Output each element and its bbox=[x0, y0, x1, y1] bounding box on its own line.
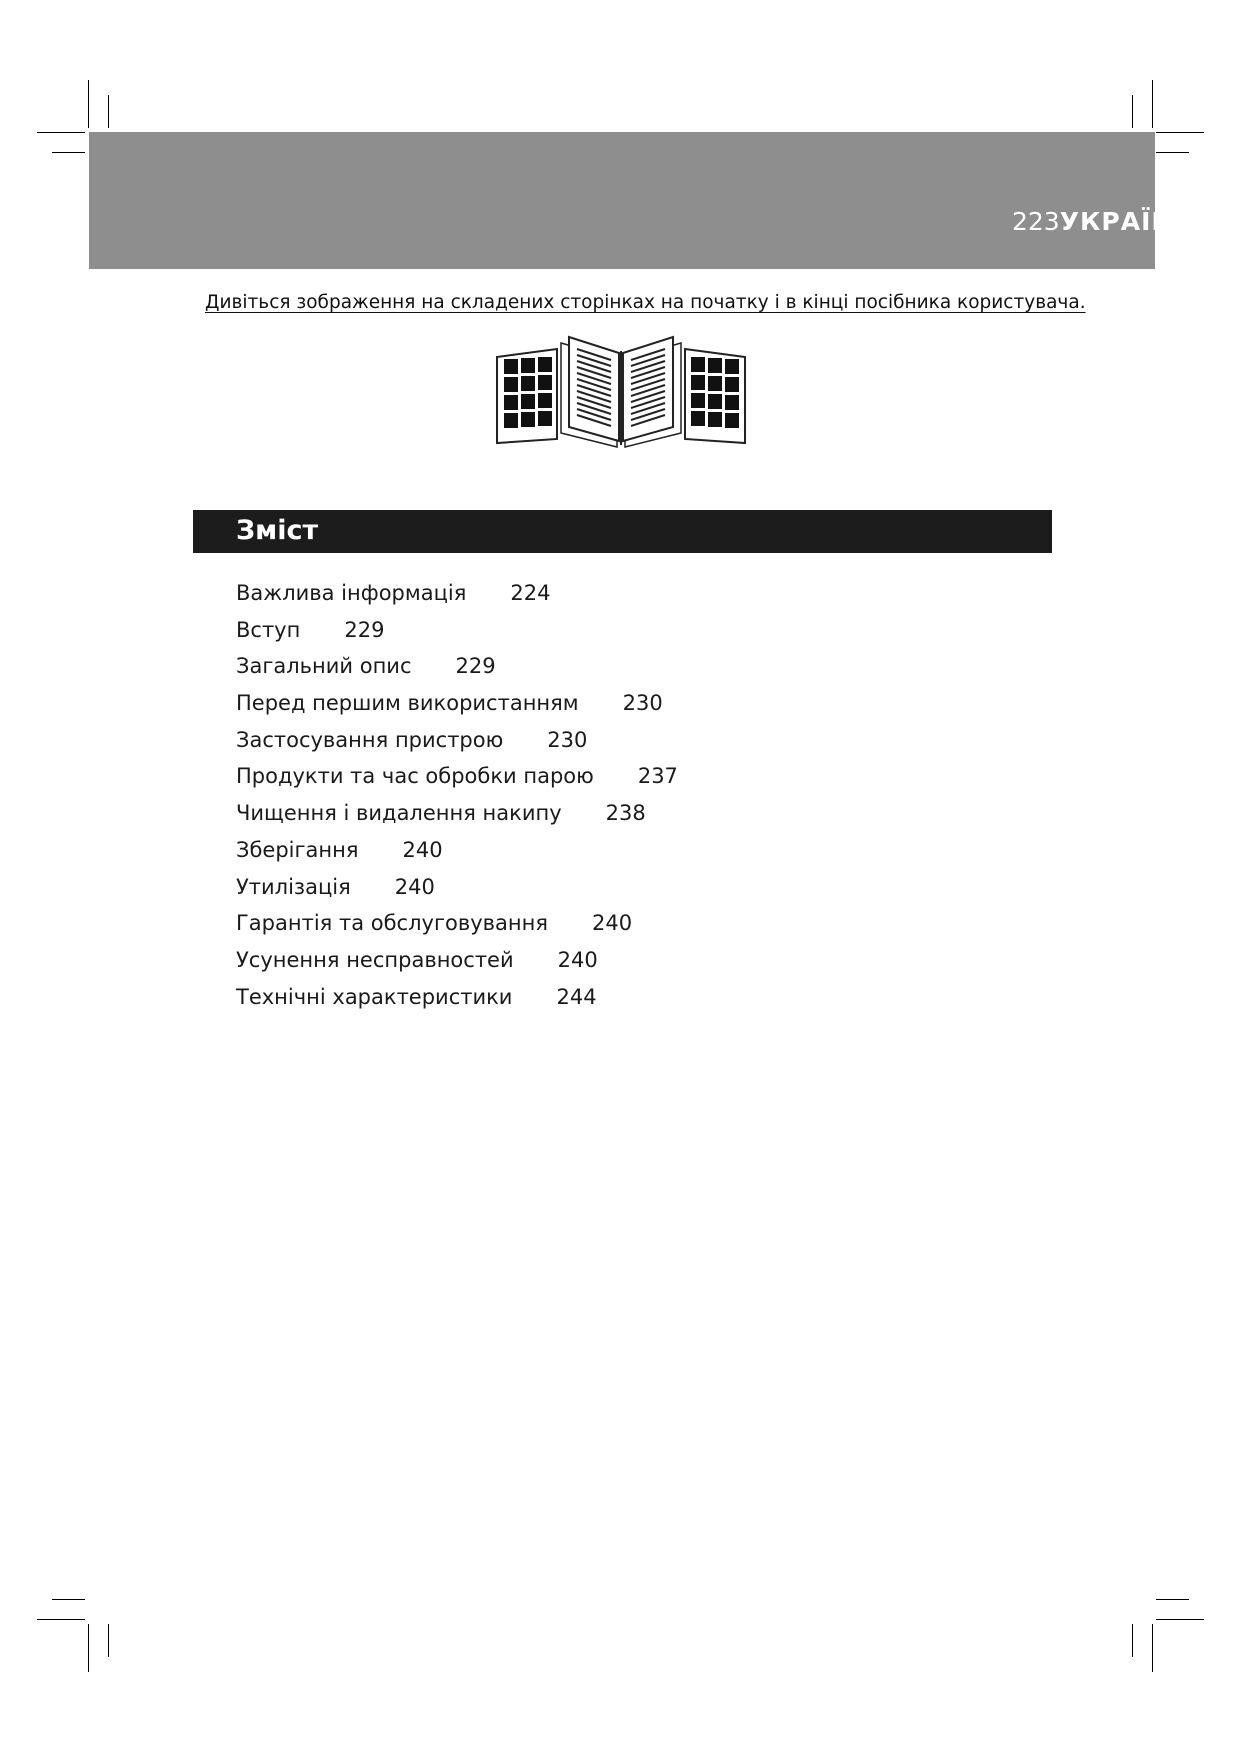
language-label: УКРАЇНСЬКА bbox=[1059, 207, 1255, 236]
toc-entry-page: 240 bbox=[557, 947, 598, 972]
toc-entry-title: Утилізація bbox=[236, 874, 351, 899]
toc-heading: Зміст bbox=[236, 515, 319, 546]
toc-entry-title: Гарантія та обслуговування bbox=[236, 911, 548, 936]
crop-mark bbox=[88, 80, 89, 128]
crop-mark bbox=[52, 152, 85, 153]
toc-list bbox=[236, 575, 678, 1015]
crop-mark bbox=[88, 1624, 89, 1672]
toc-entry-page: 229 bbox=[344, 617, 385, 642]
toc-entry-page: 224 bbox=[510, 581, 551, 605]
crop-mark bbox=[1156, 152, 1189, 153]
page-header-label bbox=[1012, 207, 1255, 237]
folded-pages-icon bbox=[495, 335, 747, 449]
toc-entry[interactable] bbox=[236, 758, 678, 795]
toc-entry[interactable] bbox=[236, 722, 678, 759]
crop-mark bbox=[1156, 132, 1204, 133]
crop-mark bbox=[108, 95, 109, 128]
folded-pages-illustration bbox=[495, 335, 747, 449]
toc-entry-page: 238 bbox=[605, 801, 646, 826]
toc-entry-page: 240 bbox=[591, 911, 633, 936]
foldout-note: Дивіться зображення на складених сторінках на початку і в кінці посібника користувача. bbox=[205, 292, 1086, 313]
crop-mark bbox=[1132, 1624, 1133, 1657]
toc-entry[interactable] bbox=[236, 832, 678, 869]
toc-entry-page: 244 bbox=[556, 984, 597, 1009]
toc-entry[interactable] bbox=[236, 648, 678, 685]
toc-entry-page: 240 bbox=[402, 837, 443, 862]
toc-entry-title: Усунення несправностей bbox=[236, 947, 514, 972]
crop-mark bbox=[1152, 1624, 1153, 1672]
crop-mark bbox=[1156, 1599, 1189, 1600]
page-number: 223 bbox=[1012, 207, 1060, 236]
toc-entry-page: 240 bbox=[394, 874, 435, 899]
crop-mark bbox=[37, 1619, 85, 1620]
toc-entry-title: Загальний опис bbox=[236, 654, 412, 679]
toc-entry[interactable] bbox=[236, 979, 678, 1016]
toc-entry[interactable] bbox=[236, 905, 678, 942]
header-band bbox=[89, 132, 1255, 269]
crop-mark bbox=[1132, 95, 1133, 128]
toc-entry[interactable] bbox=[236, 685, 678, 722]
toc-entry-page: 229 bbox=[455, 654, 496, 679]
crop-mark bbox=[37, 132, 85, 133]
crop-mark bbox=[1156, 1619, 1204, 1620]
toc-entry-title: Зберігання bbox=[236, 837, 359, 862]
toc-entry-title: Вступ bbox=[236, 617, 301, 642]
toc-entry-title: Важлива інформація bbox=[236, 581, 467, 605]
toc-entry-page: 230 bbox=[622, 691, 663, 716]
crop-mark bbox=[1152, 80, 1153, 128]
crop-mark bbox=[52, 1599, 85, 1600]
toc-entry-page: 237 bbox=[637, 764, 678, 789]
toc-heading-bar bbox=[193, 510, 1052, 553]
toc-entry[interactable] bbox=[236, 795, 678, 832]
toc-entry[interactable] bbox=[236, 942, 678, 979]
toc-entry[interactable] bbox=[236, 612, 678, 649]
toc-entry-title: Чищення і видалення накипу bbox=[236, 801, 562, 826]
toc-entry[interactable] bbox=[236, 575, 678, 612]
toc-entry-title: Перед першим використанням bbox=[236, 691, 579, 716]
toc-entry[interactable] bbox=[236, 869, 678, 906]
toc-entry-page: 230 bbox=[547, 727, 588, 752]
toc-entry-title: Застосування пристрою bbox=[236, 727, 504, 752]
toc-entry-title: Технічні характеристики bbox=[236, 984, 513, 1009]
toc-entry-title: Продукти та час обробки парою bbox=[236, 764, 594, 789]
crop-mark bbox=[108, 1624, 109, 1657]
